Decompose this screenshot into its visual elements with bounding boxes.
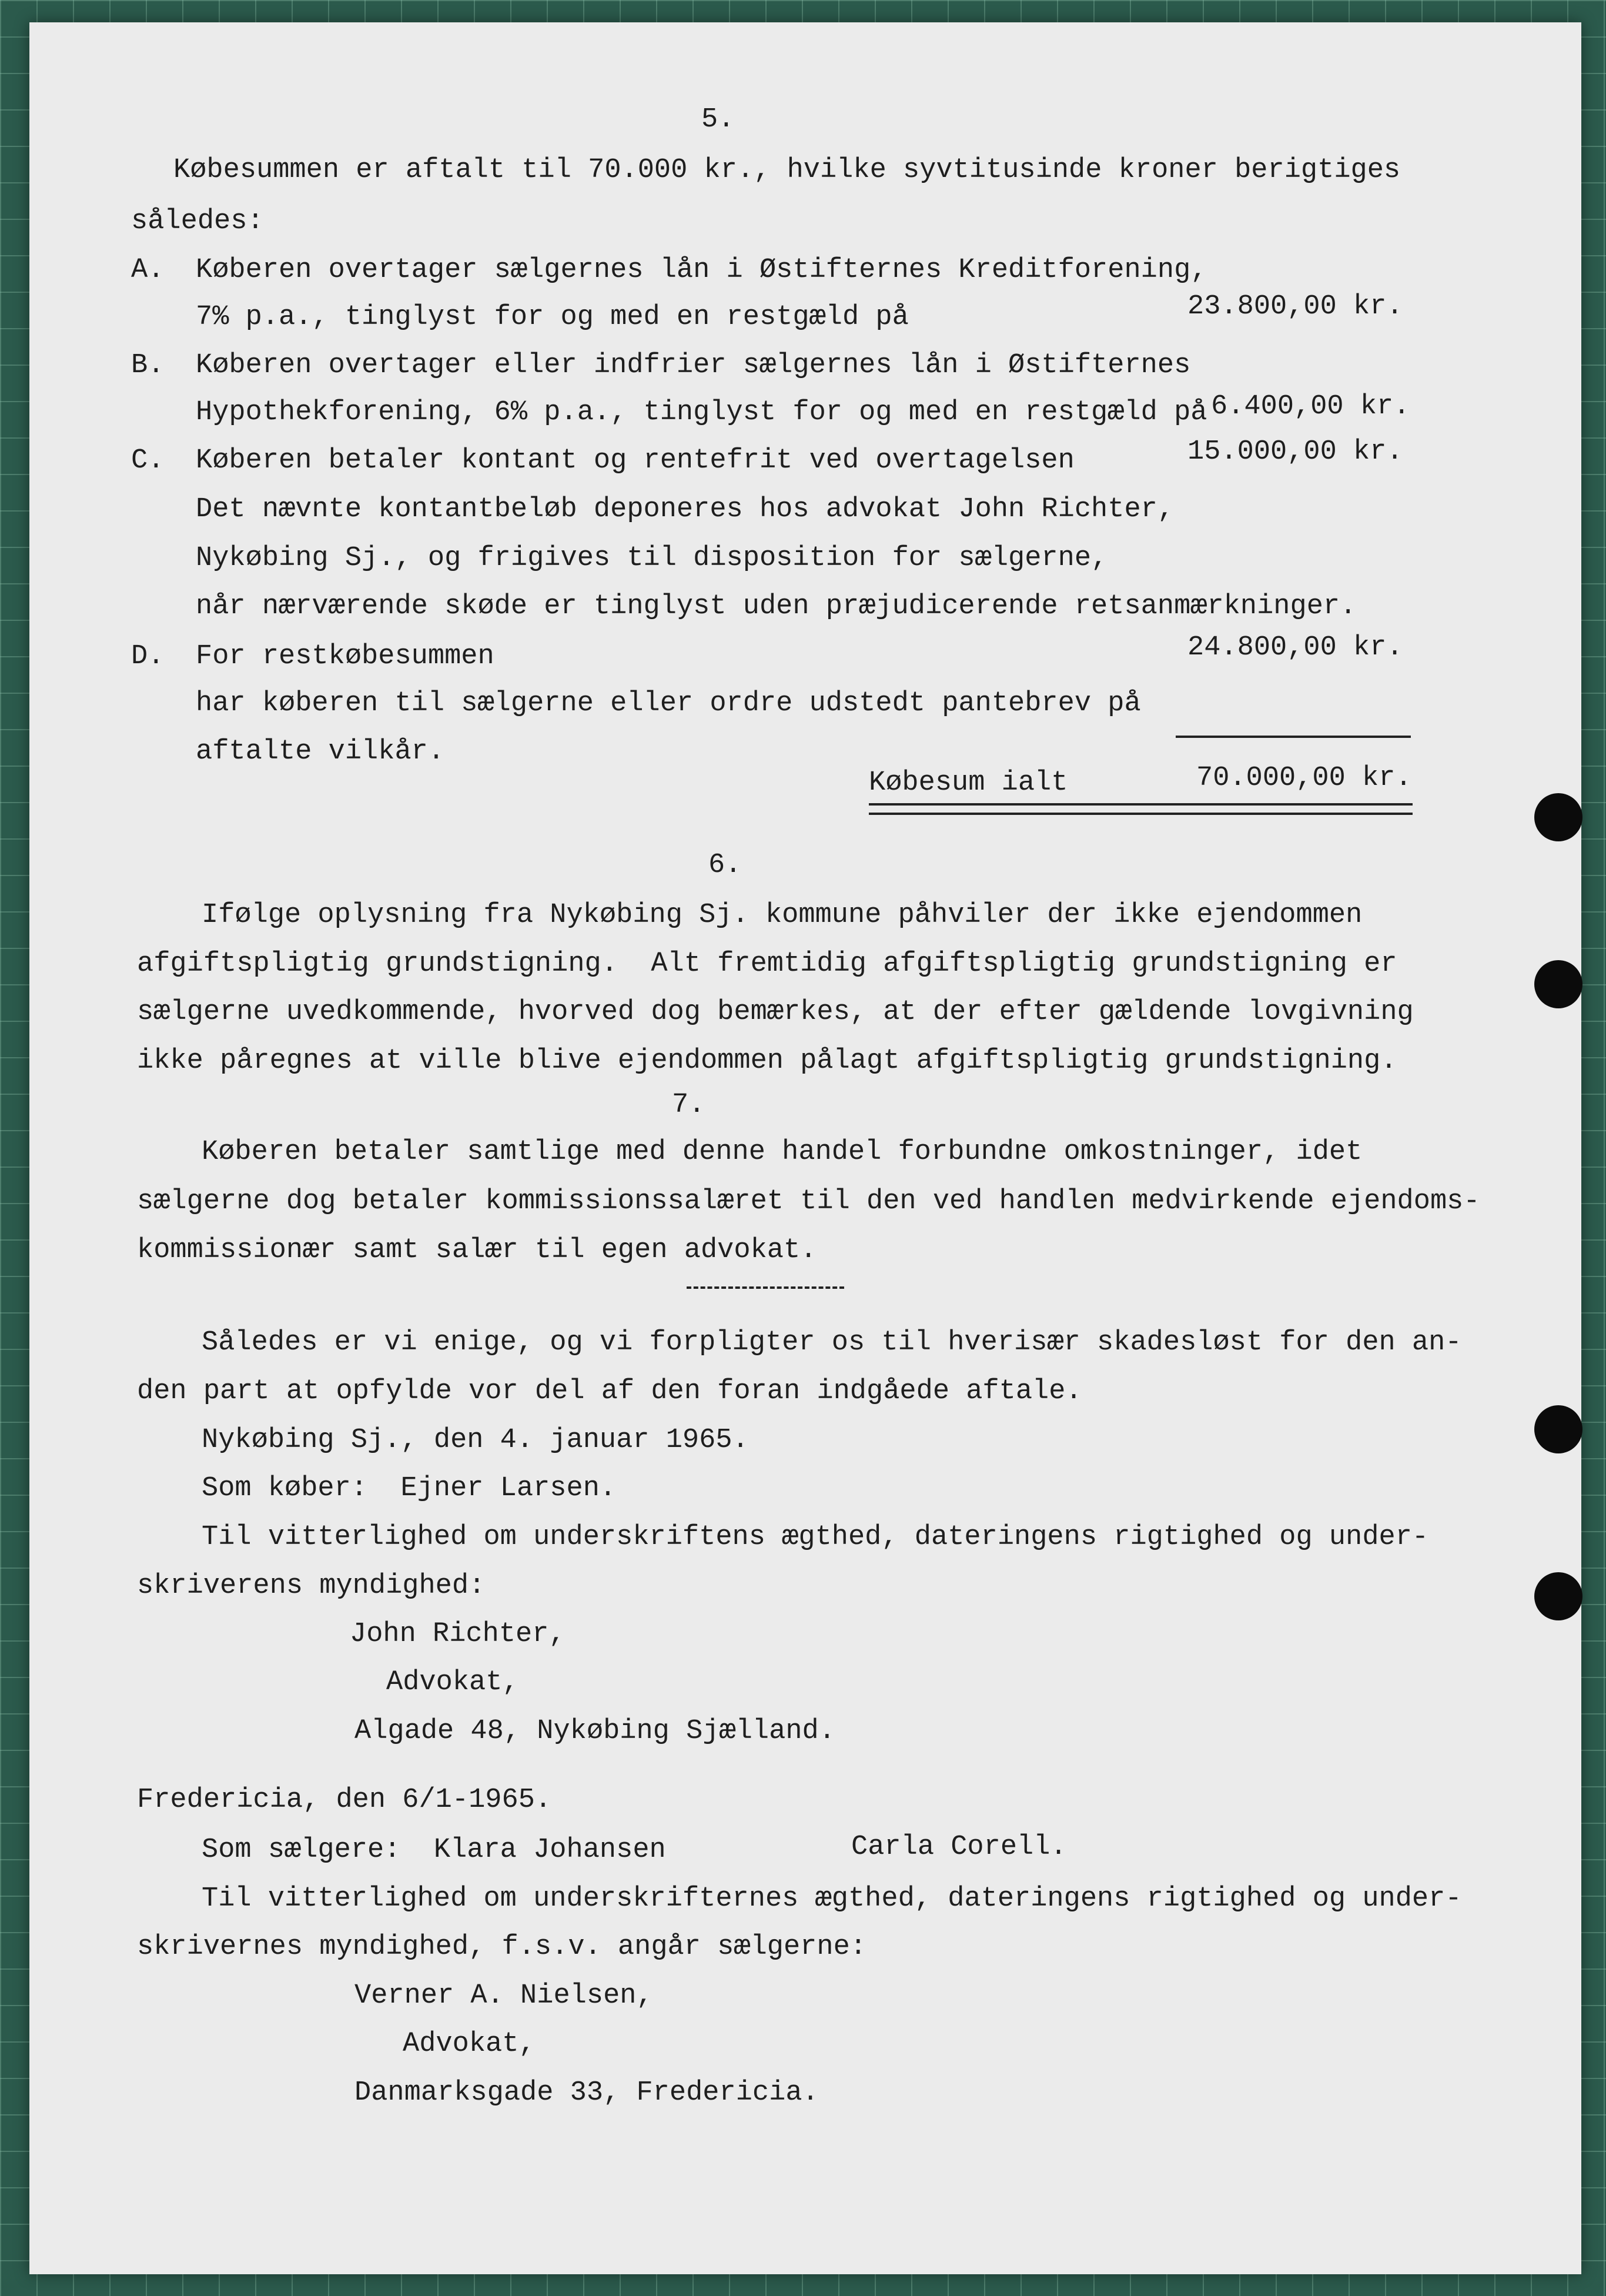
sum-rule [1176, 736, 1411, 738]
lawyer1-address: Algade 48, Nykøbing Sjælland. [354, 1716, 835, 1747]
punch-hole [1534, 960, 1582, 1008]
witness1-line1: Til vitterlighed om underskriftens ægthed, dateringens rigtighed og under- [202, 1522, 1429, 1553]
punch-hole [1534, 793, 1582, 841]
punch-hole [1534, 1572, 1582, 1620]
item-c-line1: Køberen betaler kontant og rentefrit ved overtagelsen [196, 445, 1075, 476]
item-label-d: D. [131, 641, 165, 672]
total-amount: 70.000,00 kr. [1196, 763, 1412, 794]
section-number-6: 6. [708, 850, 742, 881]
item-a-line2: 7% p.a., tinglyst for og med en restgæld på [196, 302, 909, 333]
section6-line2: afgiftspligtig grundstigning. Alt fremtidig afgiftspligtig grundstigning er [137, 948, 1397, 980]
witness1-line2: skriverens myndighed: [137, 1570, 486, 1602]
section-number-5: 5. [701, 104, 735, 135]
item-c-amount: 15.000,00 kr. [1187, 436, 1403, 467]
lawyer2-address: Danmarksgade 33, Fredericia. [354, 2077, 819, 2108]
item-label-c: C. [131, 445, 165, 476]
lawyer2-title: Advokat, [403, 2028, 536, 2060]
seller2-name: Carla Corell. [851, 1832, 1067, 1863]
lawyer1-name: John Richter, [350, 1619, 566, 1650]
section5-intro-line2: således: [131, 206, 264, 237]
item-b-line2: Hypothekforening, 6% p.a., tinglyst for og med en restgæld på [196, 397, 1207, 428]
punch-hole [1534, 1405, 1582, 1453]
buyer-place-date: Nykøbing Sj., den 4. januar 1965. [202, 1425, 749, 1456]
lawyer2-name: Verner A. Nielsen, [354, 1980, 653, 2011]
total-double-rule [869, 803, 1413, 815]
section7-line3: kommissionær samt salær til egen advokat. [137, 1235, 817, 1266]
witness2-line1: Til vitterlighed om underskrifternes ægthed, dateringens rigtighed og under- [202, 1883, 1462, 1914]
section5-intro-line1: Købesummen er aftalt til 70.000 kr., hvilke syvtitusinde kroner berigtiges [173, 155, 1401, 186]
item-d-line3: aftalte vilkår. [196, 736, 445, 767]
section-number-7: 7. [672, 1089, 705, 1121]
section7-line1: Køberen betaler samtlige med denne handel forbundne omkostninger, idet [202, 1137, 1363, 1168]
item-d-line2: har køberen til sælgerne eller ordre udstedt pantebrev på [196, 688, 1141, 719]
section6-line1: Ifølge oplysning fra Nykøbing Sj. kommune påhviler der ikke ejendommen [202, 900, 1363, 931]
section6-line4: ikke påregnes at ville blive ejendommen pålagt afgiftspligtig grundstigning. [137, 1045, 1397, 1077]
total-label: Købesum ialt [869, 767, 1068, 798]
closing-line2: den part at opfylde vor del af den foran indgåede aftale. [137, 1376, 1082, 1407]
item-label-b: B. [131, 350, 165, 381]
seller-line: Som sælgere: Klara Johansen [202, 1834, 666, 1866]
buyer-line: Som køber: Ejner Larsen. [202, 1473, 617, 1504]
item-d-line1: For restkøbesummen [196, 641, 494, 672]
item-b-line1: Køberen overtager eller indfrier sælgernes lån i Østifternes [196, 350, 1191, 381]
section6-line3: sælgerne uvedkommende, hvorved dog bemærkes, at der efter gældende lovgivning [137, 997, 1414, 1028]
lawyer1-title: Advokat, [386, 1667, 519, 1698]
item-a-amount: 23.800,00 kr. [1187, 291, 1403, 322]
item-c-line4: når nærværende skøde er tinglyst uden præjudicerende retsanmærkninger. [196, 591, 1357, 622]
item-d-amount: 24.800,00 kr. [1187, 632, 1403, 663]
item-c-line3: Nykøbing Sj., og frigives til disposition for sælgerne, [196, 543, 1108, 574]
item-label-a: A. [131, 255, 165, 286]
item-a-line1: Køberen overtager sælgernes lån i Østifternes Kreditforening, [196, 255, 1207, 286]
item-b-amount: 6.400,00 kr. [1211, 391, 1410, 422]
seller-place-date: Fredericia, den 6/1-1965. [137, 1784, 552, 1816]
item-c-line2: Det nævnte kontantbeløb deponeres hos advokat John Richter, [196, 494, 1175, 525]
separator-dashes [687, 1286, 844, 1289]
section7-line2: sælgerne dog betaler kommissionssalæret til den ved handlen medvirkende ejendoms- [137, 1186, 1480, 1217]
witness2-line2: skrivernes myndighed, f.s.v. angår sælgerne: [137, 1931, 867, 1963]
document-page [29, 22, 1581, 2274]
closing-line1: Således er vi enige, og vi forpligter os til hverisær skadesløst for den an- [202, 1327, 1462, 1358]
